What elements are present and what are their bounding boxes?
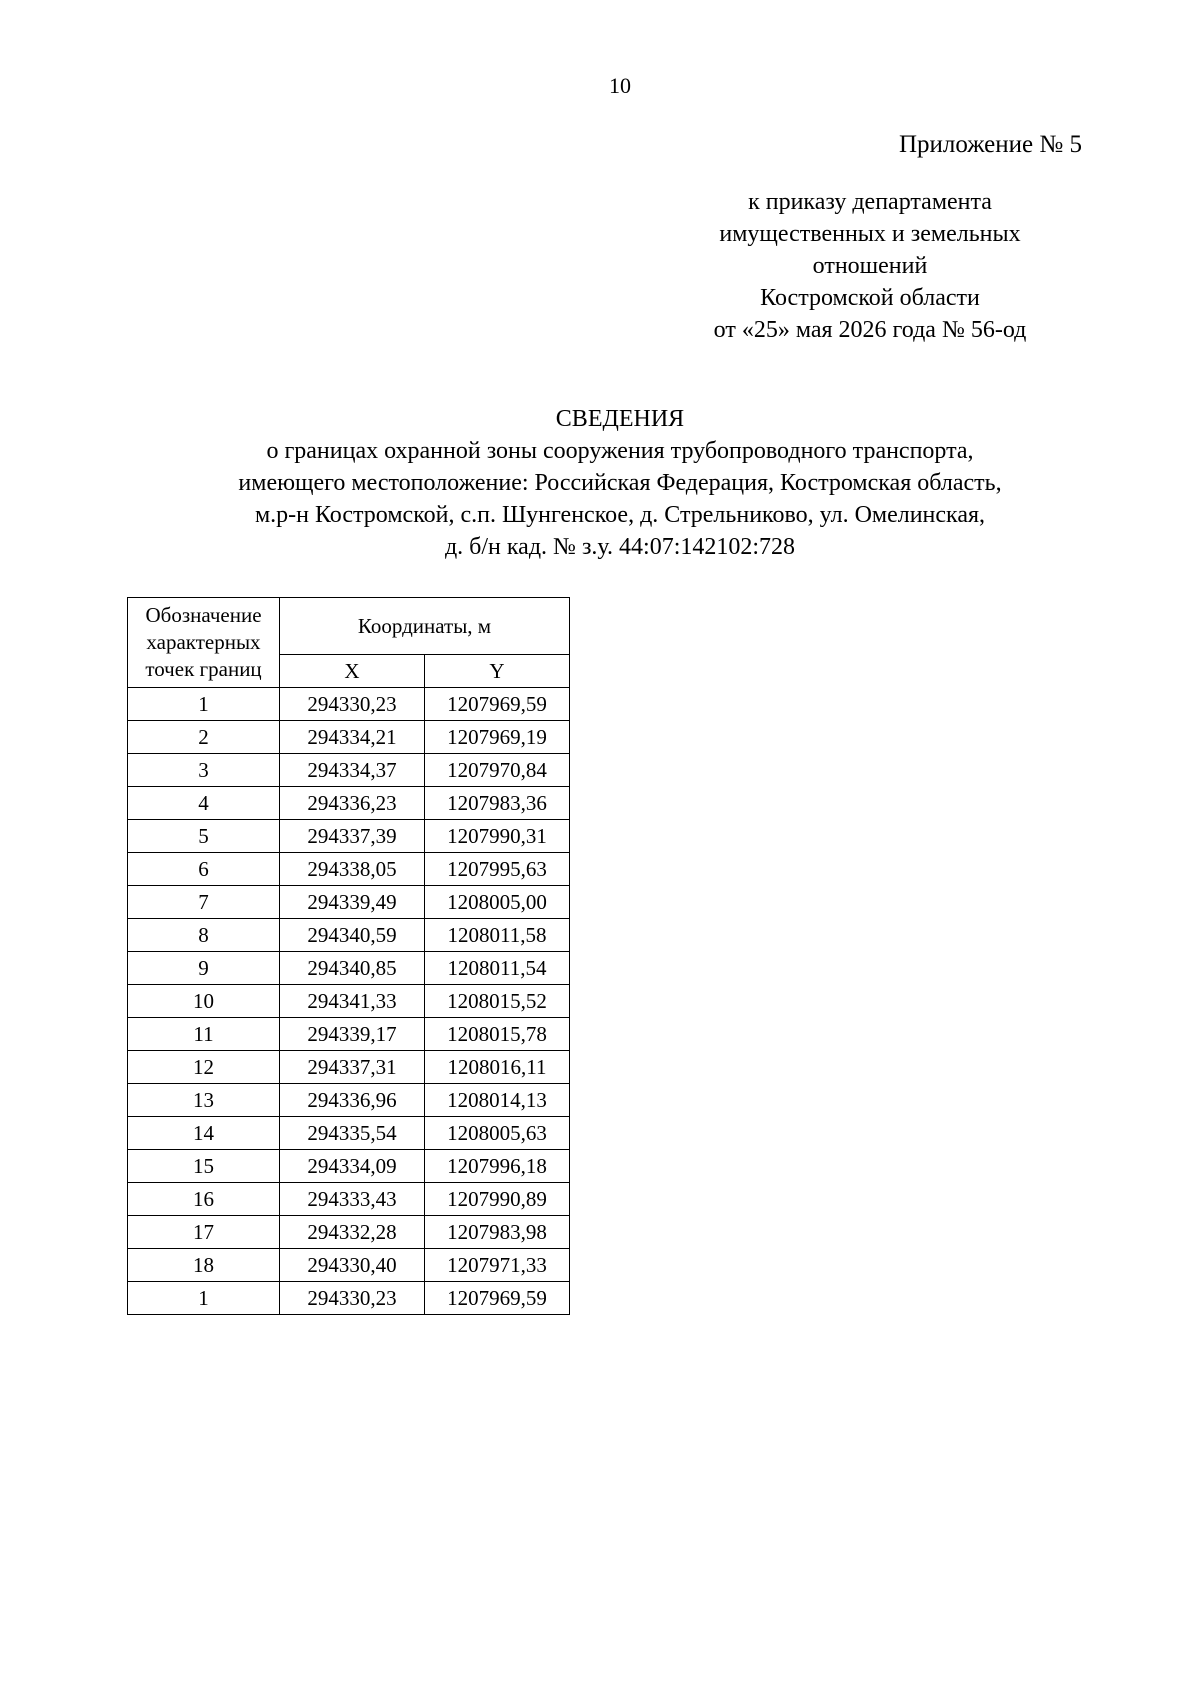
- table-row: [128, 1117, 570, 1150]
- table-row: [128, 721, 570, 754]
- order-reference-date-line: от «25» мая 2026 года № 56-од: [713, 317, 1027, 343]
- y-coordinate-cell: 1207990,89: [425, 1183, 570, 1216]
- table-row: [128, 985, 570, 1018]
- point-cell: 11: [128, 1018, 280, 1051]
- y-coordinate-cell: 1208014,13: [425, 1084, 570, 1117]
- point-cell: 18: [128, 1249, 280, 1282]
- y-coordinate-cell: 1208015,78: [425, 1018, 570, 1051]
- y-coordinate-cell: 1208016,11: [425, 1051, 570, 1084]
- x-coordinate-cell: 294336,96: [280, 1084, 425, 1117]
- point-cell: 7: [128, 886, 280, 919]
- table-row: [128, 1150, 570, 1183]
- header-point-designation: [128, 598, 280, 688]
- order-reference-line: Костромской области: [760, 285, 980, 311]
- point-cell: 15: [128, 1150, 280, 1183]
- order-reference: [620, 186, 1120, 346]
- x-coordinate-cell: 294339,49: [280, 886, 425, 919]
- header-x: X: [280, 655, 425, 688]
- x-coordinate-cell: 294334,21: [280, 721, 425, 754]
- document-subtitle-line: м.р-н Костромской, с.п. Шунгенское, д. Стрельниково, ул. Омелинская,: [254, 502, 986, 528]
- x-coordinate-cell: 294334,37: [280, 754, 425, 787]
- y-coordinate-cell: 1207983,36: [425, 787, 570, 820]
- x-coordinate-cell: 294337,39: [280, 820, 425, 853]
- y-coordinate-cell: 1208005,63: [425, 1117, 570, 1150]
- y-coordinate-cell: 1207971,33: [425, 1249, 570, 1282]
- table-row: [128, 1282, 570, 1315]
- header-point-line: Обозначение: [145, 603, 262, 627]
- y-coordinate-cell: 1207969,19: [425, 721, 570, 754]
- table-row: [128, 1084, 570, 1117]
- coordinates-table: [127, 597, 570, 1315]
- point-cell: 5: [128, 820, 280, 853]
- header-point-line: характерных: [146, 630, 261, 654]
- table-row: [128, 1051, 570, 1084]
- x-coordinate-cell: 294330,23: [280, 688, 425, 721]
- point-cell: 3: [128, 754, 280, 787]
- y-coordinate-cell: 1207995,63: [425, 853, 570, 886]
- x-coordinate-cell: 294333,43: [280, 1183, 425, 1216]
- y-coordinate-cell: 1207969,59: [425, 688, 570, 721]
- y-coordinate-cell: 1207970,84: [425, 754, 570, 787]
- x-coordinate-cell: 294335,54: [280, 1117, 425, 1150]
- x-coordinate-cell: 294332,28: [280, 1216, 425, 1249]
- point-cell: 10: [128, 985, 280, 1018]
- header-point-line: точек границ: [145, 657, 262, 681]
- y-coordinate-cell: 1208015,52: [425, 985, 570, 1018]
- document-title: СВЕДЕНИЯ: [555, 406, 685, 432]
- header-y: Y: [425, 655, 570, 688]
- document-subtitle-line: д. б/н кад. № з.у. 44:07:142102:728: [444, 534, 796, 560]
- x-coordinate-cell: 294330,23: [280, 1282, 425, 1315]
- table-body: [128, 688, 570, 1315]
- point-cell: 8: [128, 919, 280, 952]
- table-row: [128, 1018, 570, 1051]
- point-cell: 13: [128, 1084, 280, 1117]
- point-cell: 12: [128, 1051, 280, 1084]
- table-row: [128, 886, 570, 919]
- y-coordinate-cell: 1207983,98: [425, 1216, 570, 1249]
- table-row: [128, 820, 570, 853]
- appendix-title: Приложение № 5: [898, 131, 1082, 158]
- table-row: [128, 754, 570, 787]
- table-row: [128, 787, 570, 820]
- point-cell: 1: [128, 688, 280, 721]
- y-coordinate-cell: 1208011,58: [425, 919, 570, 952]
- order-reference-line: к приказу департамента: [748, 189, 992, 215]
- table-row: [128, 919, 570, 952]
- document-subtitle-line: о границах охранной зоны сооружения трубопроводного транспорта,: [266, 438, 974, 464]
- y-coordinate-cell: 1207969,59: [425, 1282, 570, 1315]
- point-cell: 9: [128, 952, 280, 985]
- point-cell: 17: [128, 1216, 280, 1249]
- document-subtitle-line: имеющего местоположение: Российская Федерация, Костромская область,: [238, 470, 1002, 496]
- header-coordinates: Координаты, м: [280, 598, 570, 655]
- x-coordinate-cell: 294336,23: [280, 787, 425, 820]
- point-cell: 2: [128, 721, 280, 754]
- y-coordinate-cell: 1207990,31: [425, 820, 570, 853]
- y-coordinate-cell: 1208011,54: [425, 952, 570, 985]
- x-coordinate-cell: 294341,33: [280, 985, 425, 1018]
- x-coordinate-cell: 294340,85: [280, 952, 425, 985]
- table-row: [128, 688, 570, 721]
- table-row: [128, 1216, 570, 1249]
- y-coordinate-cell: 1207996,18: [425, 1150, 570, 1183]
- point-cell: 16: [128, 1183, 280, 1216]
- x-coordinate-cell: 294339,17: [280, 1018, 425, 1051]
- x-coordinate-cell: 294340,59: [280, 919, 425, 952]
- order-reference-line: имущественных и земельных: [719, 221, 1021, 247]
- x-coordinate-cell: 294337,31: [280, 1051, 425, 1084]
- x-coordinate-cell: 294330,40: [280, 1249, 425, 1282]
- table-row: [128, 1183, 570, 1216]
- point-cell: 4: [128, 787, 280, 820]
- table-row: [128, 952, 570, 985]
- point-cell: 6: [128, 853, 280, 886]
- document-heading: [120, 403, 1120, 563]
- y-coordinate-cell: 1208005,00: [425, 886, 570, 919]
- table-header: [128, 598, 570, 688]
- table-row: [128, 853, 570, 886]
- point-cell: 1: [128, 1282, 280, 1315]
- x-coordinate-cell: 294334,09: [280, 1150, 425, 1183]
- page-number: 10: [609, 73, 631, 98]
- table-row: [128, 1249, 570, 1282]
- order-reference-line: отношений: [812, 253, 928, 279]
- x-coordinate-cell: 294338,05: [280, 853, 425, 886]
- point-cell: 14: [128, 1117, 280, 1150]
